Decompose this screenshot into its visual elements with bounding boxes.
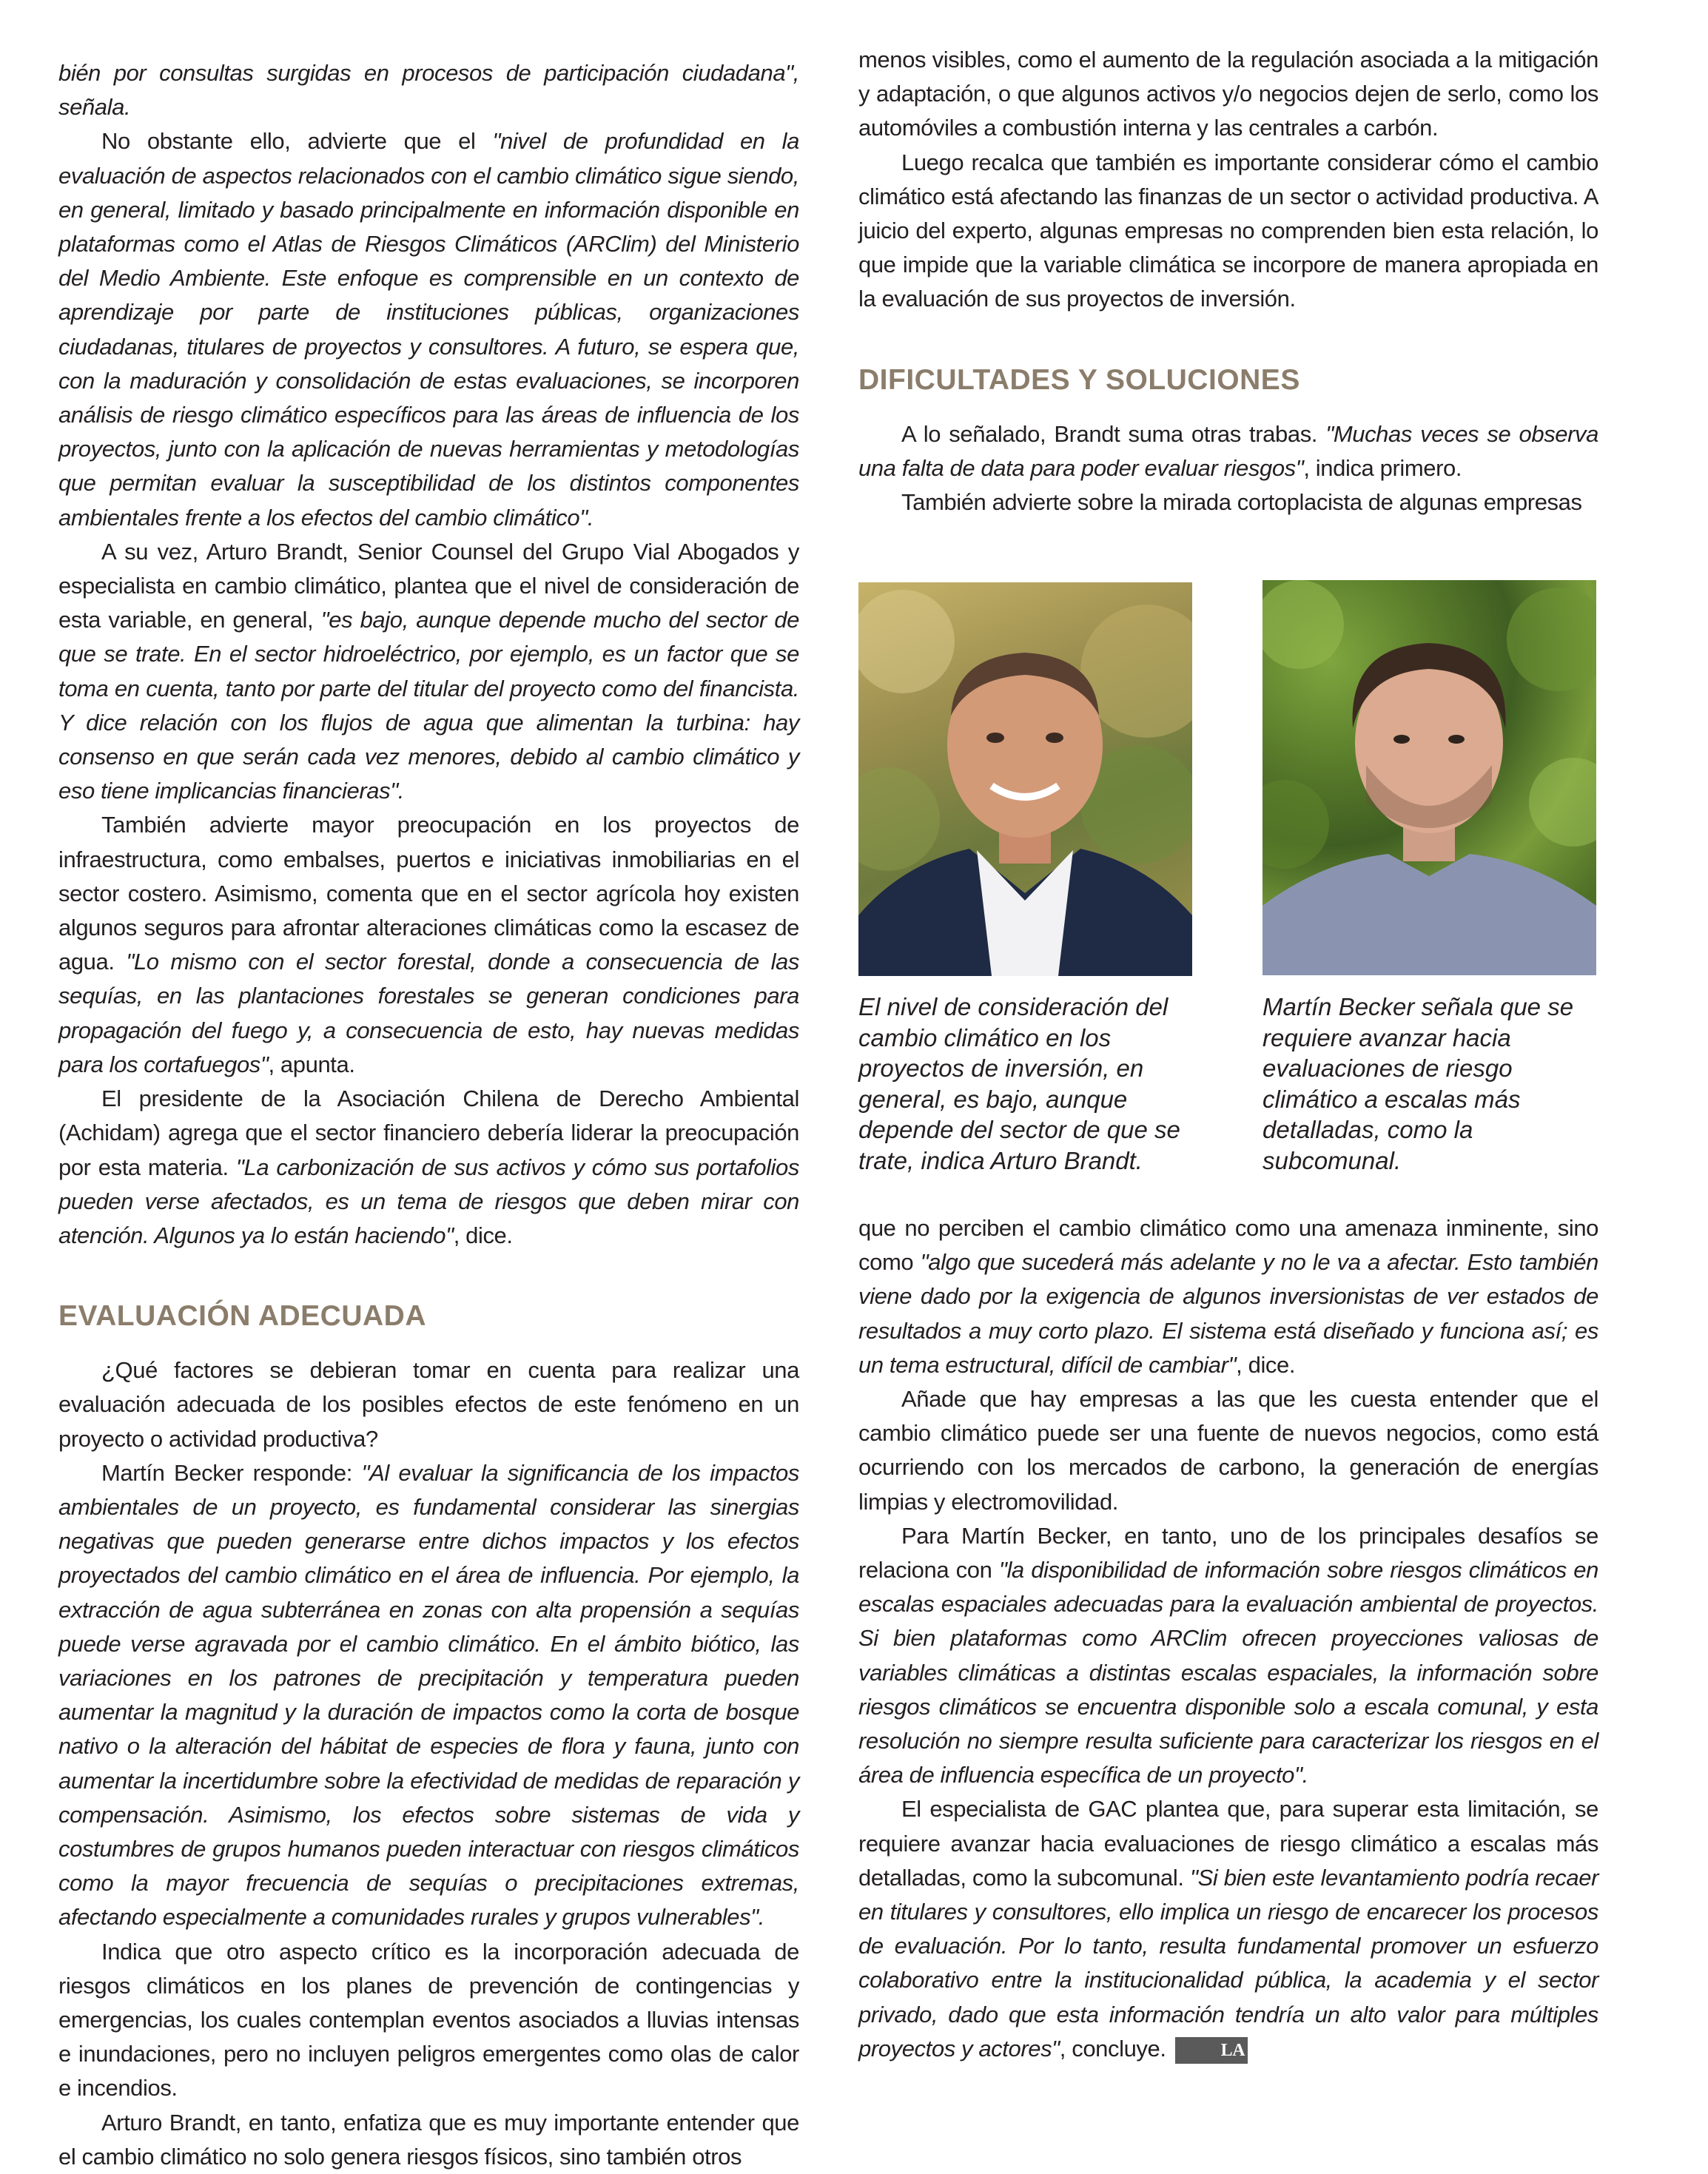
paragraph <box>858 1519 1598 1793</box>
paragraph-text: que no perciben el cambio climático como una amenaza inminente, sino como <box>858 1215 1598 1276</box>
paragraph-quote: "Si bien este levantamiento podría recaer en titulares y consultores, ello implica un riesgo de encarecer los procesos de evaluación. Por lo tanto, resulta fundamental promover un esfuerzo colaborativo entre la institucionalidad pública, la academia y el sector privado, dado que esta información tendría un alto valor para múltiples proyectos y actores" <box>858 1864 1599 2062</box>
right-column-bottom <box>858 1211 1598 2066</box>
paragraph: Añade que hay empresas a las que les cuesta entender que el cambio climático puede ser una fuente de nuevos negocios, como está ocurriendo con los mercados de carbono, la generación de energías limpias y electromovilidad. <box>858 1386 1598 1515</box>
paragraph-text: No obstante ello, advierte que el <box>101 128 493 155</box>
paragraph: Arturo Brandt, en tanto, enfatiza que es muy importante entender que el cambio climático no solo genera riesgos físicos, sino también otros <box>58 2109 799 2170</box>
section-heading: EVALUACIÓN ADECUADA <box>58 1300 426 1333</box>
right-column-top <box>858 43 1598 519</box>
paragraph: ¿Qué factores se debieran tomar en cuenta para realizar una evaluación adecuada de los posibles efectos de este fenómeno en un proyecto o actividad productiva? <box>58 1357 799 1452</box>
paragraph-text: Para Martín Becker, en tanto, uno de los principales desafíos se relaciona con <box>858 1522 1598 1584</box>
paragraph <box>58 1082 799 1253</box>
portrait-photo-brandt <box>858 582 1192 976</box>
photo-caption-becker: Martín Becker señala que se requiere avanzar hacia evaluaciones de riesgo climático a escalas más detalladas, como la subcomunal. <box>1262 993 1574 1174</box>
photo-caption-brandt: El nivel de consideración del cambio climático en los proyectos de inversión, en general, es bajo, aunque depende del sector de que se trate, indica Arturo Brandt. <box>858 993 1180 1174</box>
portrait-photo-becker <box>1262 580 1596 975</box>
paragraph <box>58 1456 799 1935</box>
paragraph-text: , dice. <box>1236 1351 1296 1378</box>
paragraph-text: El especialista de GAC plantea que, para superar esta limitación, se requiere avanzar hacia evaluaciones de riesgo climático a escalas más detalladas, como la subcomunal. <box>858 1796 1598 1891</box>
portrait-illustration <box>1262 580 1596 975</box>
paragraph <box>58 808 799 1082</box>
paragraph-quote: bién por consultas surgidas en procesos de participación ciudadana", señala. <box>58 60 799 121</box>
paragraph-text: Martín Becker responde: <box>101 1459 362 1486</box>
paragraph-text: A su vez, Arturo Brandt, Senior Counsel del Grupo Vial Abogados y especialista en cambio climático, plantea que el nivel de consideración de esta variable, en general, <box>58 538 799 633</box>
paragraph <box>58 535 799 809</box>
paragraph-text: También advierte mayor preocupación en los proyectos de infraestructura, como embalses, puertos e iniciativas inmobiliarias en el sector costero. Asimismo, comenta que en el sector agrícola hoy existen algunos seguros para afrontar alteraciones climáticas como la escasez de agua. <box>58 812 799 975</box>
paragraph <box>858 417 1598 485</box>
portrait-illustration <box>858 582 1192 976</box>
paragraph <box>858 1211 1598 1382</box>
left-column <box>58 56 799 2174</box>
paragraph-quote: "nivel de profundidad en la evaluación de aspectos relacionados con el cambio climático sigue siendo, en general, limitado y basado principalmente en información disponible en plataformas como el Atlas de Riesgos Climáticos (ARClim) del Ministerio del Medio Ambiente. Este enfoque es comprensible en un contexto de aprendizaje por parte de instituciones públicas, organizaciones ciudadanas, titulares de proyectos y consultores. A futuro, se espera que, con la maduración y consolidación de estas evaluaciones, se incorporen análisis de riesgo climático específicos para las áreas de influencia de los proyectos, junto con la aplicación de nuevas herramientas y metodologías que permitan evaluar la susceptibilidad de los distintos componentes ambientales frente a los efectos del cambio climático". <box>58 128 799 531</box>
paragraph-quote: "la disponibilidad de información sobre riesgos climáticos en escalas espaciales adecuadas para la evaluación ambiental de proyectos. Si bien plataformas como ARClim ofrecen proyecciones valiosas de variables climáticas a distintas escalas espaciales, la información sobre riesgos climáticos se encuentra disponible solo a escala comunal, y esta resolución no siempre resulta suficiente para caracterizar los riesgos en el área de influencia específica de un proyecto". <box>858 1557 1598 1788</box>
paragraph <box>58 124 799 534</box>
paragraph-quote: "Al evaluar la significancia de los impactos ambientales de un proyecto, es fundamental considerar las sinergias negativas que pueden generarse entre dichos impactos y los efectos proyectados del cambio climático en el área de influencia. Por ejemplo, la extracción de agua subterránea en zonas con alta propensión a sequías puede verse agravada por el cambio climático. En el ámbito biótico, las variaciones en los patrones de precipitación y temperatura pueden aumentar la magnitud y la duración de impactos como la corta de bosque nativo o la alteración del hábitat de especies de flora y fauna, junto con aumentar la incertidumbre sobre la efectividad de medidas de reparación y compensación. Asimismo, los efectos sobre sistemas de vida y costumbres de grupos humanos pueden interactuar con riesgos climáticos como la mayor frecuencia de sequías o precipitaciones extremas, afectando especialmente a comunidades rurales y grupos vulnerables". <box>58 1459 799 1931</box>
paragraph: Indica que otro aspecto crítico es la incorporación adecuada de riesgos climáticos en los planes de prevención de contingencias y emergencias, los cuales contemplan eventos asociados a lluvias intensas e inundaciones, pero no incluyen peligros emergentes como olas de calor e incendios. <box>58 1938 799 2101</box>
paragraph: menos visibles, como el aumento de la regulación asociada a la mitigación y adaptación, o que algunos activos y/o negocios dejen de serlo, como los automóviles a combustión interna y las centrales a carbón. <box>858 47 1598 141</box>
paragraph <box>858 1792 1598 2066</box>
section-heading: DIFICULTADES Y SOLUCIONES <box>858 363 1300 396</box>
paragraph-quote: "La carbonización de sus activos y cómo sus portafolios pueden verse afectados, es un tema de riesgos que deben mirar con atención. Algunos ya lo están haciendo" <box>58 1154 799 1248</box>
paragraph: También advierte sobre la mirada cortoplacista de algunas empresas <box>901 489 1582 516</box>
paragraph-text: , indica primero. <box>1303 454 1462 481</box>
end-mark-logo: LA <box>1175 2037 1248 2064</box>
paragraph-text: , apunta. <box>268 1051 355 1077</box>
paragraph <box>58 56 799 124</box>
paragraph-quote: "Lo mismo con el sector forestal, donde a consecuencia de las sequías, en las plantaciones forestales se generan condiciones para propagación del fuego y, a consecuencia de esto, hay nuevas medidas para los cortafuegos" <box>58 949 799 1077</box>
paragraph-text: El presidente de la Asociación Chilena de Derecho Ambiental (Achidam) agrega que el sector financiero debería liderar la preocupación por esta materia. <box>58 1086 799 1180</box>
paragraph: Luego recalca que también es importante considerar cómo el cambio climático está afectando las finanzas de un sector o actividad productiva. A juicio del experto, algunas empresas no comprenden bien esta relación, lo que impide que la variable climática se incorpore de manera apropiada en la evaluación de sus proyectos de inversión. <box>858 149 1598 312</box>
paragraph-quote: "algo que sucederá más adelante y no le va a afectar. Esto también viene dado por la exigencia de algunos inversionistas de ver estados de resultados a muy corto plazo. El sistema está diseñado y funciona así; es un tema estructural, difícil de cambiar" <box>858 1249 1598 1378</box>
paragraph-quote: "es bajo, aunque depende mucho del sector de que se trate. En el sector hidroeléctrico, por ejemplo, es un factor que se toma en cuenta, tanto por parte del titular del proyecto como del financista. Y dice relación con los flujos de agua que alimentan la turbina: hay consenso en que serán cada vez menores, debido al cambio climático y eso tiene implicancias financieras". <box>58 607 799 804</box>
paragraph-text: , dice. <box>453 1222 513 1248</box>
paragraph-text: , concluye. <box>1059 2035 1166 2062</box>
paragraph-text: A lo señalado, Brandt suma otras trabas. <box>901 420 1326 447</box>
paragraph-quote: "Muchas veces se observa una falta de data para poder evaluar riesgos" <box>858 420 1598 481</box>
